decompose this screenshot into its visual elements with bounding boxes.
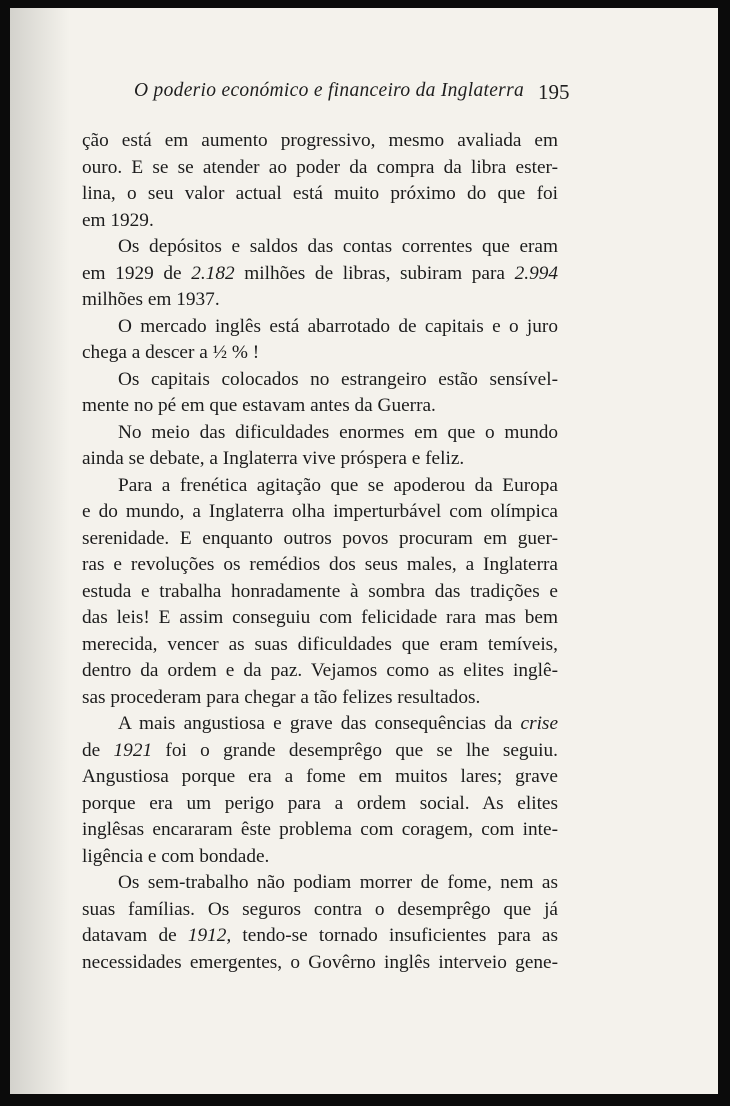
text-line: Os depósitos e saldos das contas correntes que eram — [118, 236, 558, 257]
text-line: suas famílias. Os seguros contra o desemprêgo que já — [82, 898, 558, 920]
text-line — [82, 923, 558, 950]
text-line: sas procederam para chegar a tão felizes resultados. — [82, 686, 481, 708]
page-number: 195 — [538, 80, 570, 104]
text-segment: foi o grande desemprêgo que se lhe seguiu. — [165, 739, 558, 761]
text-line: ligência e com bondade. — [82, 845, 270, 867]
text-segment: tendo-se tornado insuficientes para as — [242, 925, 558, 946]
body-text — [82, 128, 558, 976]
text-segment: milhões de libras, subiram para — [244, 262, 505, 284]
text-line: Os capitais colocados no estrangeiro estão sensível- — [118, 368, 558, 390]
text-line: inglêsas encararam êste problema com coragem, com inte- — [82, 819, 558, 840]
text-line: chega a descer a ½ % ! — [82, 342, 260, 363]
text-segment: crise — [520, 713, 558, 734]
text-segment: de — [82, 739, 101, 761]
text-line: Angustiosa porque era a fome em muitos lares; grave — [82, 766, 558, 787]
text-line: das leis! E assim conseguiu com felicidade rara mas bem — [82, 607, 558, 628]
text-segment: 1921 — [113, 739, 153, 761]
text-line: mente no pé em que estavam antes da Guerra. — [82, 395, 436, 416]
text-line: merecida, vencer as suas dificuldades que eram temíveis, — [82, 633, 558, 655]
text-line — [82, 738, 558, 765]
text-line: ouro. E se se atender ao poder da compra da libra ester- — [82, 156, 558, 178]
text-segment: 2.182 — [191, 262, 235, 284]
running-header: O poderio económico e financeiro da Inglaterra — [134, 80, 525, 101]
text-line: estuda e trabalha honradamente à sombra das tradições e — [82, 580, 558, 602]
text-line: porque era um perigo para a ordem social. As elites — [82, 792, 558, 814]
text-segment: em 1929 de — [82, 262, 182, 284]
text-line: serenidade. E enquanto outros povos procuram em guer- — [82, 527, 558, 549]
text-line: em 1929. — [82, 209, 154, 231]
text-line: ras e revoluções os remédios dos seus males, a Inglaterra — [82, 554, 558, 575]
text-segment: 2.994 — [514, 262, 558, 284]
page-shadow — [10, 8, 70, 1094]
text-line: Os sem-trabalho não podiam morrer de fome, nem as — [118, 872, 558, 893]
text-segment: A mais angustiosa e grave das consequências da — [118, 713, 513, 734]
text-line: O mercado inglês está abarrotado de capitais e o juro — [118, 315, 558, 337]
text-line: No meio das dificuldades enormes em que o mundo — [118, 421, 558, 443]
text-line: milhões em 1937. — [82, 289, 220, 310]
text-line: e do mundo, a Inglaterra olha imperturbável com olímpica — [82, 501, 558, 522]
text-line: Para a frenética agitação que se apoderou da Europa — [118, 474, 558, 496]
text-line — [82, 711, 558, 738]
text-line: dentro da ordem e da paz. Vejamos como as elites inglê- — [82, 660, 558, 681]
text-line: ção está em aumento progressivo, mesmo avaliada em — [82, 130, 558, 151]
text-segment: datavam de — [82, 925, 177, 946]
book-page — [10, 8, 718, 1094]
text-segment: 1912, — [187, 925, 232, 946]
text-line: ainda se debate, a Inglaterra vive próspera e feliz. — [82, 448, 465, 469]
text-line: necessidades emergentes, o Govêrno inglês interveio gene- — [82, 951, 558, 973]
text-line: lina, o seu valor actual está muito próximo do que foi — [82, 183, 558, 204]
text-line — [82, 261, 558, 288]
